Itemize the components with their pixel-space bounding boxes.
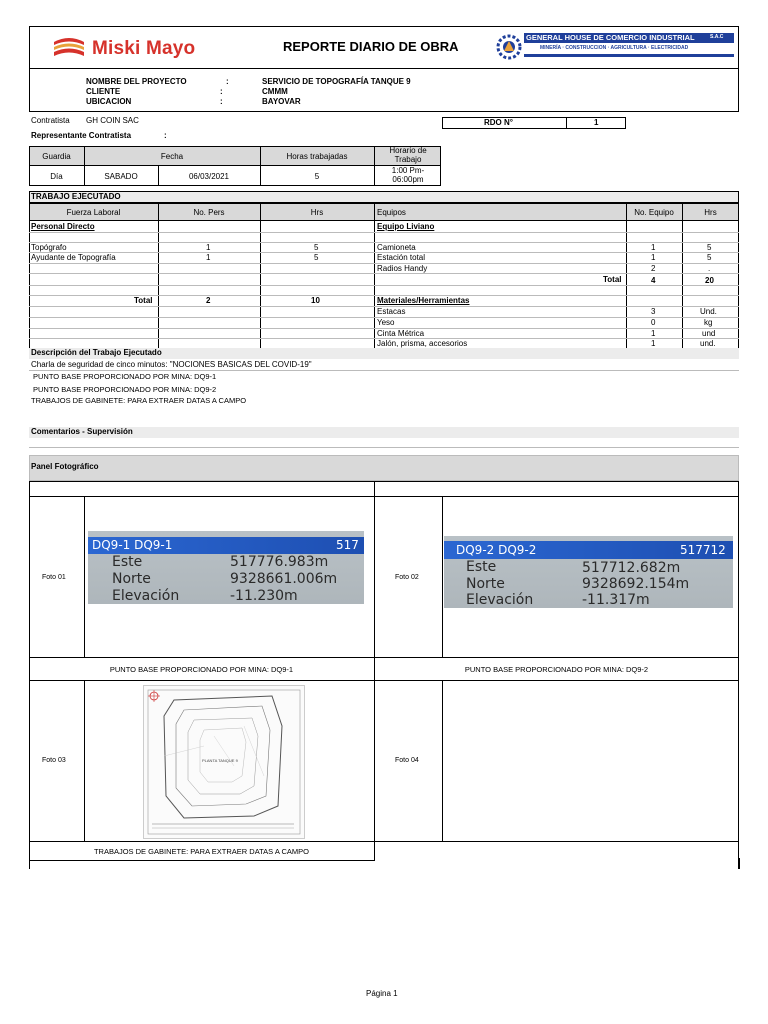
photo-2-image (444, 536, 733, 608)
descripcion-line (29, 370, 739, 371)
photo-label-4: Foto 04 (395, 757, 419, 764)
comentarios-line (29, 447, 739, 448)
shift-col (374, 146, 375, 186)
equipo-qty: 1 (651, 253, 656, 262)
equipo-qty: 1 (651, 243, 656, 252)
shift-header-guardia: Guardia (42, 151, 71, 161)
location-label: UBICACION (86, 97, 132, 106)
brand-left-name: Miski Mayo (92, 38, 196, 59)
material-name: Yeso (377, 318, 395, 327)
photo-caption-2: PUNTO BASE PROPORCIONADO POR MINA: DQ9-2 (464, 664, 649, 674)
descripcion-line-text: PUNTO BASE PROPORCIONADO POR MINA: DQ9-2 (33, 385, 217, 394)
panel-title-bar (29, 455, 739, 481)
brand-right-suffix: S.A.C (710, 34, 724, 40)
trabajo-header-noequipo: No. Equipo (634, 207, 674, 217)
shift-horario: 1:00 Pm-06:00pm (391, 166, 425, 184)
client-colon: : (220, 87, 223, 96)
lcd-elev-value: -11.317m (582, 592, 650, 608)
lcd-norte-label: Norte (466, 576, 505, 592)
contratista-value: GH COIN SAC (86, 116, 139, 125)
location-value: BAYOVAR (262, 97, 301, 106)
brand-right-tagline: MINERÍA · CONSTRUCCION · AGRICULTURA · ELECTRICIDAD (540, 45, 689, 51)
personal-total-hrs: 10 (311, 296, 320, 305)
equipo-total-label: Total (603, 275, 622, 284)
personal-role: Ayudante de Topografía (31, 253, 116, 262)
photo-label-1: Foto 01 (42, 574, 66, 581)
material-qty: 0 (651, 318, 656, 327)
material-unit: kg (704, 318, 713, 327)
photo-grid-line (29, 860, 375, 861)
material-name: Jalón, prisma, accesorios (377, 339, 468, 348)
photo-label-2: Foto 02 (395, 574, 419, 581)
contratista-label: Contratista (31, 116, 70, 125)
gh-coin-logo (496, 32, 736, 64)
shift-dia: SABADO (104, 171, 138, 181)
shift-guardia: Día (50, 171, 63, 181)
personal-hrs: 5 (314, 253, 319, 262)
trabajo-header-hrs: Hrs (310, 207, 324, 217)
lcd-este-label: Este (112, 554, 143, 570)
photo-grid-line (29, 496, 739, 497)
photo-caption-1: PUNTO BASE PROPORCIONADO POR MINA: DQ9-1 (109, 664, 294, 674)
shift-header-horas: Horas trabajadas (286, 151, 348, 161)
client-value: CMMM (262, 87, 288, 96)
equipo-hrs: 5 (707, 243, 712, 252)
descripcion-line-text: PUNTO BASE PROPORCIONADO POR MINA: DQ9-1 (33, 372, 217, 381)
project-name-colon: : (226, 77, 229, 86)
gear-logo-icon (496, 34, 522, 60)
trabajo-header-equipos: Equipos (377, 208, 406, 217)
photo-grid-col (442, 496, 443, 658)
brand-right-underline (524, 54, 734, 57)
rdo-label: RDO N° (484, 118, 513, 127)
shift-header-fecha: Fecha (160, 151, 184, 161)
lcd-top-right: 517712 (680, 543, 726, 557)
header-divider-right (738, 68, 739, 112)
trabajo-row-line (29, 285, 739, 286)
equipo-title: Equipo Liviano (377, 222, 435, 231)
material-qty: 3 (651, 307, 656, 316)
photo-caption-3: TRABAJOS DE GABINETE: PARA EXTRAER DATAS A CAMPO (93, 846, 310, 856)
lcd-elev-label: Elevación (112, 588, 180, 604)
lcd-este-value: 517712.682m (582, 560, 681, 576)
representante-label: Representante Contratista (31, 131, 132, 140)
equipo-total-hrs: 20 (705, 276, 714, 285)
rdo-divider (566, 117, 567, 129)
equipo-qty: 2 (651, 264, 656, 273)
personal-pers: 1 (206, 243, 211, 252)
material-qty: 1 (651, 339, 656, 348)
equipo-total-qty: 4 (651, 276, 656, 285)
trabajo-header-fuerza: Fuerza Laboral (66, 207, 121, 217)
lcd-este-value: 517776.983m (230, 554, 329, 570)
equipo-hrs: 5 (707, 253, 712, 262)
trabajo-header-hrs2: Hrs (704, 207, 717, 217)
lcd-elev-label: Elevación (466, 592, 534, 608)
material-unit: und (702, 329, 716, 338)
descripcion-title: Descripción del Trabajo Ejecutado (31, 348, 162, 357)
shift-header-horario: Horario de Trabajo (389, 146, 427, 164)
photo-3-image (143, 685, 305, 839)
trabajo-header-pers: No. Pers (193, 207, 225, 217)
photo-grid-col (84, 496, 85, 658)
material-qty: 1 (651, 329, 656, 338)
descripcion-line-text: TRABAJOS DE GABINETE: PARA EXTRAER DATAS A CAMPO (31, 396, 247, 405)
trabajo-title: TRABAJO EJECUTADO (31, 192, 121, 201)
lcd-norte-value: 9328661.006m (230, 571, 338, 587)
personal-total-pers: 2 (206, 296, 211, 305)
rdo-value: 1 (594, 118, 599, 127)
photo-grid-col (442, 680, 443, 842)
descripcion-line-text: Charla de seguridad de cinco minutos: "NOCIONES BASICAS DEL COVID-19" (31, 360, 312, 369)
divider (29, 111, 739, 112)
page-number: Página 1 (366, 989, 398, 998)
photo-grid-edge (738, 858, 740, 869)
equipo-name: Estación total (377, 253, 426, 262)
shift-fecha: 06/03/2021 (188, 171, 230, 181)
personal-pers: 1 (206, 253, 211, 262)
miski-mayo-logo (52, 36, 232, 60)
project-name-value: SERVICIO DE TOPOGRAFÍA TANQUE 9 (262, 77, 411, 86)
header-divider (29, 68, 30, 112)
materiales-title: Materiales/Herramientas (377, 296, 470, 305)
client-label: CLIENTE (86, 87, 121, 96)
page-title: REPORTE DIARIO DE OBRA (283, 39, 459, 54)
trabajo-row-line (29, 273, 739, 274)
photo-label-3: Foto 03 (42, 757, 66, 764)
personal-title: Personal Directo (31, 222, 95, 231)
personal-hrs: 5 (314, 243, 319, 252)
plan-label: PLANTA TANQUE 9 (202, 758, 238, 763)
lcd-top-right: 517 (336, 538, 359, 552)
lcd-este-label: Este (466, 559, 497, 575)
comentarios-title: Comentarios - Supervisión (31, 427, 133, 436)
panel-title: Panel Fotográfico (31, 462, 99, 471)
material-name: Cinta Métrica (377, 329, 425, 338)
photo-grid-line (29, 680, 739, 681)
miski-mayo-logo-icon (52, 36, 86, 60)
project-name-label: NOMBRE DEL PROYECTO (86, 77, 187, 86)
personal-total-label: Total (134, 296, 153, 305)
photo-1-image (88, 531, 364, 604)
representante-colon: : (164, 131, 167, 140)
equipo-name: Radios Handy (377, 264, 428, 273)
lcd-point-id: DQ9-1 DQ9-1 (92, 538, 173, 552)
trabajo-title-bar (29, 191, 739, 203)
lcd-point-id: DQ9-2 DQ9-2 (456, 543, 537, 557)
equipo-hrs: . (708, 264, 711, 273)
shift-horas: 5 (314, 171, 320, 181)
lcd-norte-value: 9328692.154m (582, 576, 690, 592)
lcd-norte-label: Norte (112, 571, 151, 587)
equipo-name: Camioneta (377, 243, 416, 252)
material-name: Estacas (377, 307, 406, 316)
material-unit: und. (700, 339, 716, 348)
location-colon: : (220, 97, 223, 106)
material-unit: Und. (700, 307, 717, 316)
photo-grid-col (84, 680, 85, 842)
comentarios-title-bar (29, 427, 739, 438)
trabajo-row-line (29, 232, 739, 233)
lcd-elev-value: -11.230m (230, 588, 298, 604)
brand-right-name: GENERAL HOUSE DE COMERCIO INDUSTRIAL (526, 32, 695, 42)
personal-role: Topógrafo (31, 243, 67, 252)
